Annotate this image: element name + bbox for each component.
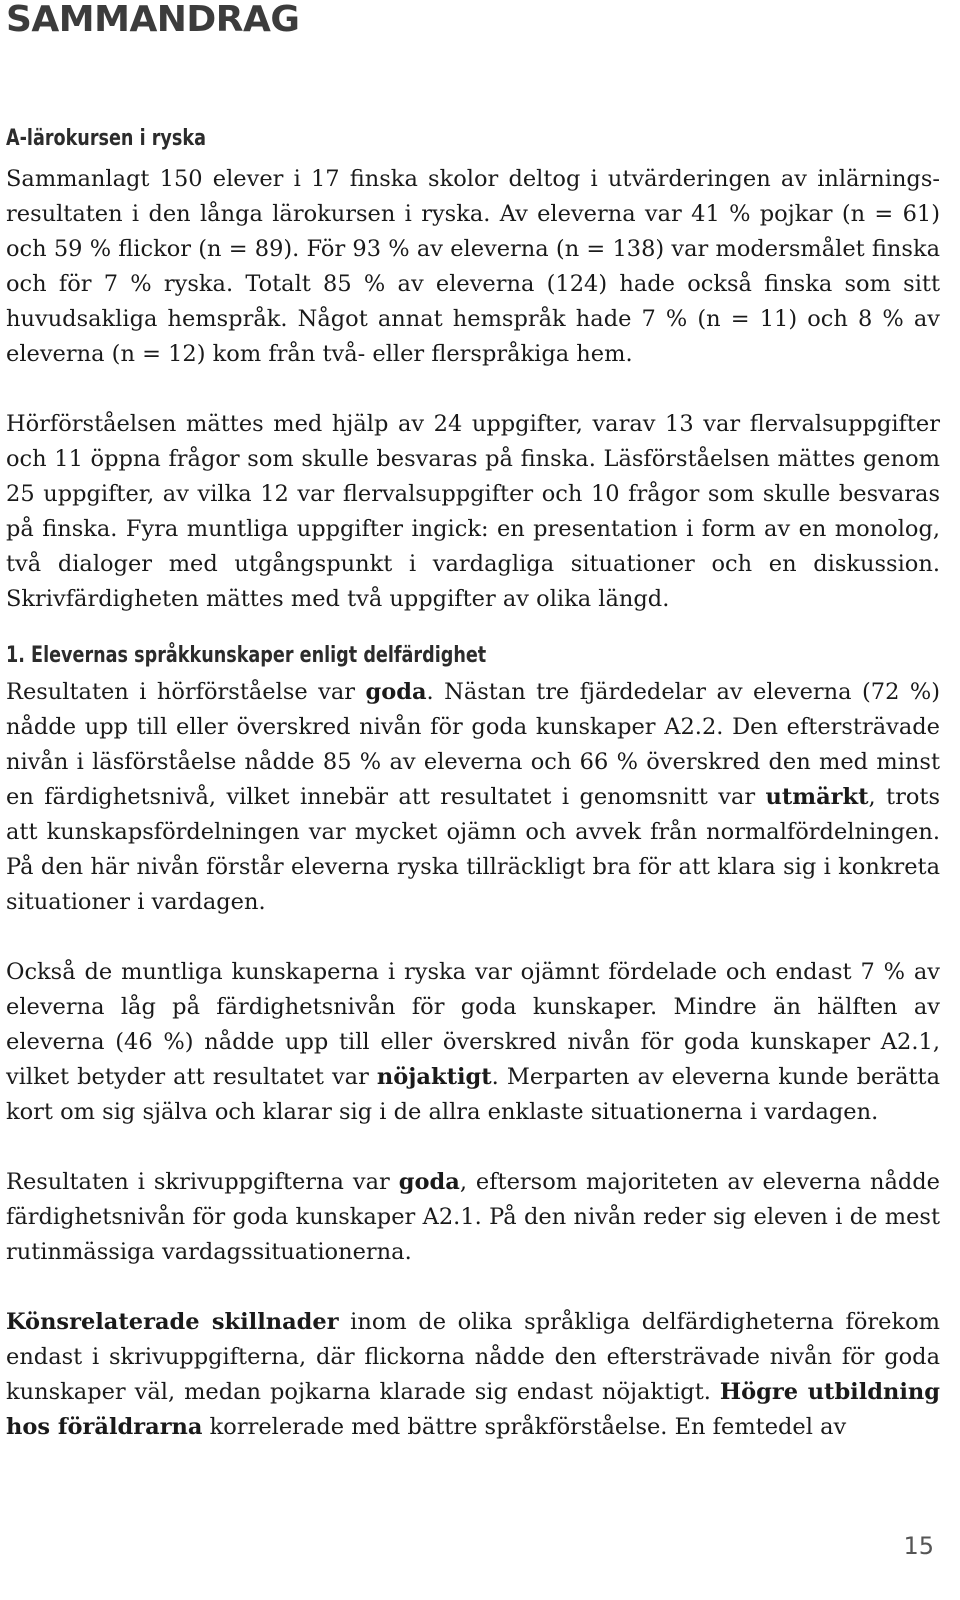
paragraph-writing-results <box>6 1165 940 1270</box>
section-heading-språkkunskaper: 1. Elevernas språkkunskaper enligt delfärdighet <box>6 643 487 668</box>
document-page <box>6 0 940 1445</box>
text-run: , trots att kunskapsfördelningen var mycket ojämn och avvek från normalfördelningen. På den här nivån förstår eleverna ryska tillräckligt bra för att klara sig i konkreta situationer i vardagen. <box>6 784 940 915</box>
paragraph-oral-results <box>6 955 940 1130</box>
text-run: Också de muntliga kunskaperna i ryska var ojämnt fördelade och endast 7 % av eleverna låg på färdighetsnivån för goda kunskaper. Mindre än hälften av eleverna (46 %) nådde upp till eller överskred nivån för goda kunskaper A2.1, vilket betyder att resultatet var <box>6 959 940 1090</box>
emphasis-goda: goda <box>398 1169 460 1195</box>
emphasis-högre-utbildning: Högre utbildning hos föräldrarna <box>6 1379 940 1440</box>
text-run: Resultaten i hörförståelse var <box>6 679 366 705</box>
section-heading-a-lärokursen: A-lärokursen i ryska <box>6 126 206 151</box>
text-run: korrelerade med bättre språkförståelse. En femtedel av <box>202 1414 847 1440</box>
emphasis-goda: goda <box>365 679 427 705</box>
text-run: Resultaten i skrivuppgifterna var <box>6 1169 399 1195</box>
page-number: 15 <box>903 1532 934 1560</box>
paragraph-gender-differences <box>6 1305 940 1445</box>
text-run: . Merparten av eleverna kunde berätta kort om sig själva och klarar sig i de allra enklaste situationerna i vardagen. <box>6 1064 940 1125</box>
paragraph-participants: Sammanlagt 150 elever i 17 finska skolor deltog i utvärderingen av inlärningsresultaten i den långa lärokursen i ryska. Av eleverna var 41 % pojkar (n = 61) och 59 % flickor (n = 89). För 93 % av eleverna (n = 138) var modersmålet finska och för 7 % ryska. Totalt 85 % av eleverna (124) hade också finska som sitt huvudsakliga hemspråk. Något annat hemspråk hade 7 % (n = 11) och 8 % av eleverna (n = 12) kom från två- eller flerspråkiga hem. <box>6 166 940 367</box>
text-run: , eftersom majoriteten av eleverna nådde färdighetsnivån för goda kunskaper A2.1. På den nivån reder sig eleven i de mest rutinmässiga vardagssituationerna. <box>6 1169 940 1265</box>
paragraph-tasks: Hörförståelsen mättes med hjälp av 24 uppgifter, varav 13 var flervalsuppgifter och 11 öppna frågor som skulle besvaras på finska. Läsförståelsen mättes genom 25 uppgifter, av vilka 12 var flervalsuppgifter och 10 frågor som skulle besvaras på finska. Fyra muntliga uppgifter ingick: en presentation i form av en monolog, två dialoger med utgångspunkt i vardagliga situationer och en diskussion. Skrivfärdigheten mättes med två uppgifter av olika längd. <box>6 411 940 612</box>
emphasis-utmärkt: utmärkt <box>765 784 869 810</box>
text-run: inom de olika språkliga delfärdigheterna förekom endast i skrivuppgifterna, där flickorna nådde den eftersträvade nivån för goda kunskaper väl, medan pojkarna klarade sig endast nöjaktigt. <box>6 1309 940 1405</box>
paragraph-comprehension-results <box>6 675 940 920</box>
emphasis-könsrelaterade-skillnader: Könsrelaterade skillnader <box>6 1309 339 1335</box>
text-run: . Nästan tre fjärdedelar av eleverna (72 %) nådde upp till eller överskred nivån för goda kunskaper A2.2. Den eftersträvade nivån i läsförståelse nådde 85 % av eleverna och 66 % överskred den med minst en färdighetsnivå, vilket innebär att resultatet i genomsnitt var <box>6 679 940 810</box>
emphasis-nöjaktigt: nöjaktigt <box>376 1064 492 1090</box>
page-title: SAMMANDRAG <box>6 0 300 40</box>
